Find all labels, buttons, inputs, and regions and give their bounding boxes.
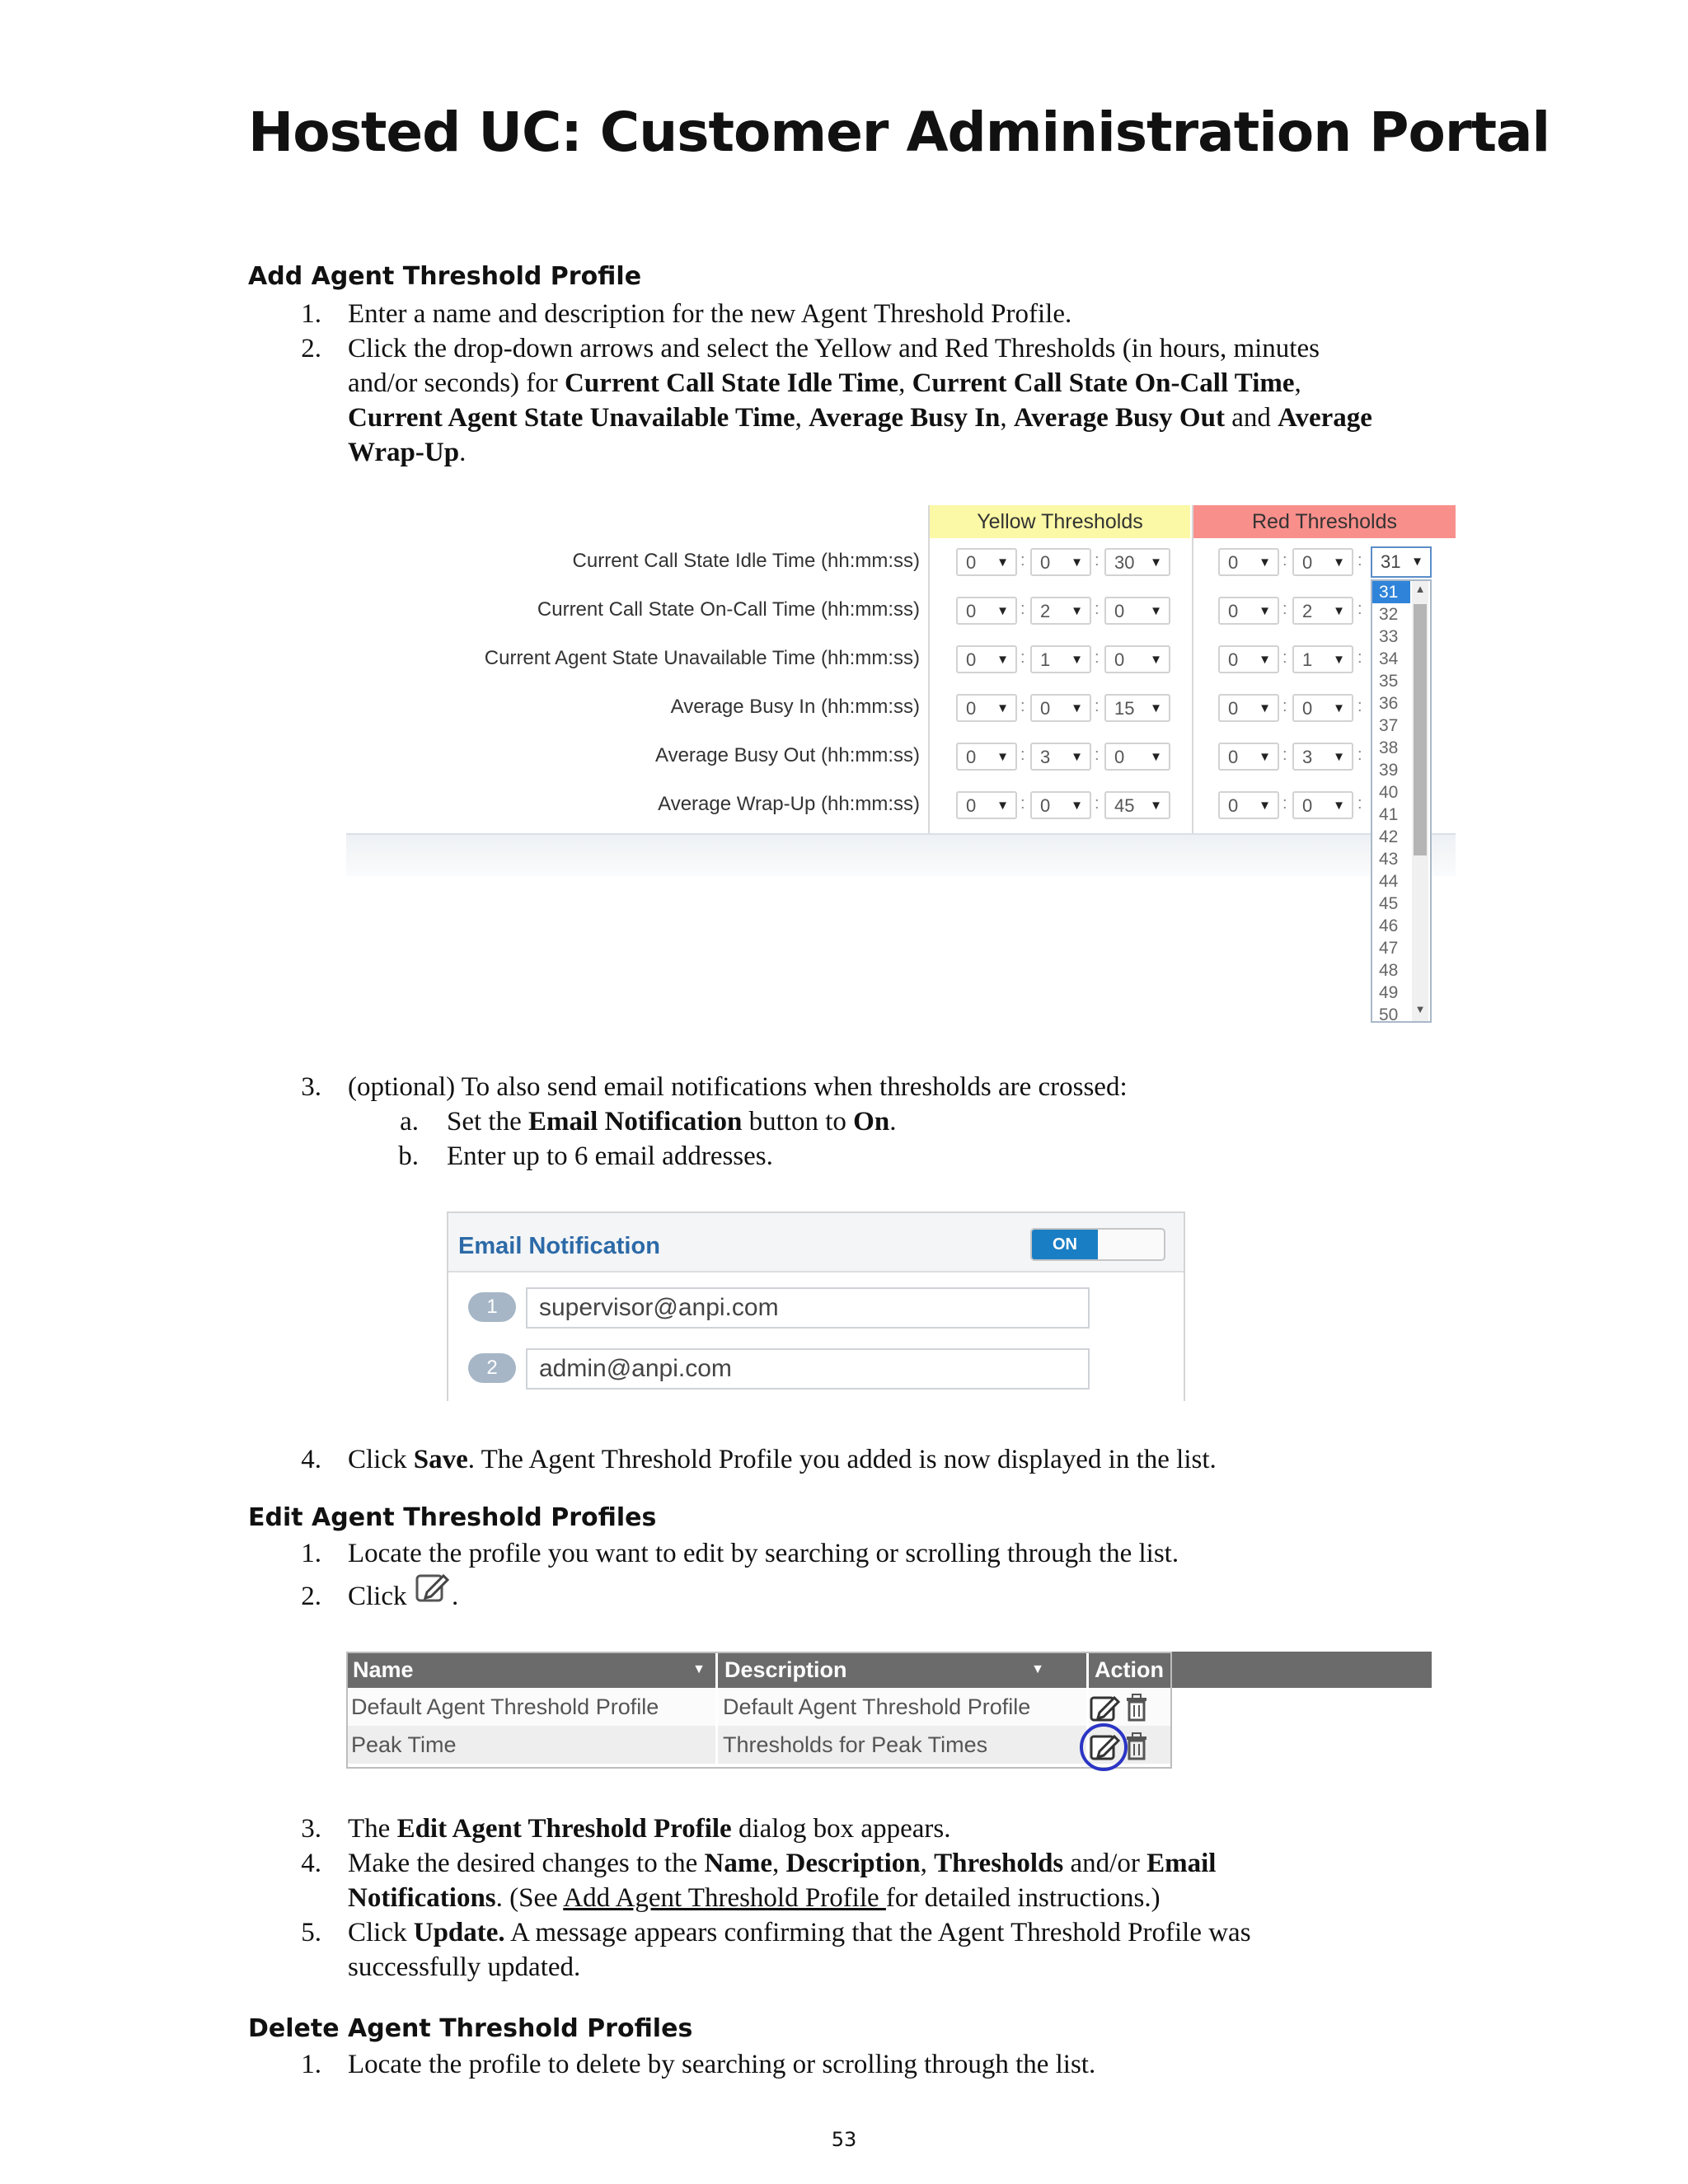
yellow-hours-select[interactable]: 0 ▼ <box>956 743 1017 771</box>
step-number: 1. <box>301 1539 321 1568</box>
dropdown-option[interactable]: 41 <box>1379 805 1399 824</box>
substep-text: Set the Email Notification button to On. <box>447 1107 897 1137</box>
red-thresholds-header: Red Thresholds <box>1193 505 1456 538</box>
step-text: The Edit Agent Threshold Profile dialog box appears. <box>348 1814 951 1844</box>
yellow-thresholds-header: Yellow Thresholds <box>930 505 1190 538</box>
dropdown-option[interactable]: 46 <box>1379 916 1399 935</box>
dropdown-option[interactable]: 42 <box>1379 827 1399 846</box>
row-label-wrap-up: Average Wrap-Up (hh:mm:ss) <box>658 793 920 815</box>
yellow-seconds-select[interactable]: 0 ▼ <box>1104 645 1170 673</box>
scrollbar-thumb[interactable] <box>1414 604 1427 855</box>
edit-steps-3-5 <box>0 1811 1688 1993</box>
step-text-continued: Notifications. (See Add Agent Threshold Profile for detailed instructions.) <box>348 1883 1160 1913</box>
yellow-minutes-select[interactable]: 3 ▼ <box>1030 743 1091 771</box>
yellow-seconds-select[interactable]: 15 ▼ <box>1104 694 1170 722</box>
edit-icon <box>415 1571 450 1613</box>
row-label-on-call-time: Current Call State On-Call Time (hh:mm:ss) <box>537 598 920 621</box>
toggle-on-label: ON <box>1032 1230 1098 1259</box>
step-text: Click the drop-down arrows and select the Yellow and Red Thresholds (in hours, minutes <box>348 334 1320 363</box>
column-header-name[interactable]: Name ▼ <box>346 1652 715 1688</box>
dropdown-option[interactable]: 36 <box>1379 694 1399 713</box>
step-text: Click <box>348 1582 407 1611</box>
step-text: Locate the profile to delete by searching or scrolling through the list. <box>348 2050 1096 2079</box>
yellow-minutes-select[interactable]: 1 ▼ <box>1030 645 1091 673</box>
profiles-table <box>346 1652 1170 1767</box>
dropdown-option[interactable]: 38 <box>1379 738 1399 757</box>
dropdown-option[interactable]: 50 <box>1379 1005 1399 1024</box>
red-hours-select[interactable]: 0 ▼ <box>1218 694 1279 722</box>
add-steps-1-2 <box>0 297 1688 470</box>
dropdown-option[interactable]: 35 <box>1379 672 1399 691</box>
table-border <box>346 1652 1172 1769</box>
yellow-hours-select[interactable]: 0 ▼ <box>956 791 1017 819</box>
email-index-badge: 2 <box>468 1353 516 1383</box>
yellow-minutes-select[interactable]: 0 ▼ <box>1030 548 1091 576</box>
red-minutes-select[interactable]: 1 ▼ <box>1292 645 1353 673</box>
step-text: . <box>452 1582 459 1611</box>
table-cell-description: Default Agent Threshold Profile <box>718 1688 1086 1726</box>
red-minutes-select[interactable]: 0 ▼ <box>1292 548 1353 576</box>
yellow-seconds-select[interactable]: 0 ▼ <box>1104 597 1170 625</box>
email-index-badge: 1 <box>468 1292 516 1322</box>
step-text-continued: Current Agent State Unavailable Time, Average Busy In, Average Busy Out and Average <box>348 403 1372 433</box>
row-label-busy-out: Average Busy Out (hh:mm:ss) <box>655 744 920 766</box>
yellow-seconds-select[interactable]: 45 ▼ <box>1104 791 1170 819</box>
red-minutes-select[interactable]: 0 ▼ <box>1292 791 1353 819</box>
step-text-continued: Wrap-Up. <box>348 438 467 467</box>
substep-letter: b. <box>398 1141 419 1171</box>
step-number: 4. <box>301 1849 321 1878</box>
column-header-description[interactable]: Description ▼ <box>718 1652 1432 1688</box>
dropdown-option[interactable]: 32 <box>1379 605 1399 624</box>
substep-text: Enter up to 6 email addresses. <box>447 1141 773 1171</box>
seconds-dropdown-list[interactable] <box>1371 579 1432 1023</box>
panel-header <box>448 1213 1184 1272</box>
delete-step-1 <box>0 2047 1688 2082</box>
dropdown-option[interactable]: 48 <box>1379 961 1399 980</box>
red-hours-select[interactable]: 0 ▼ <box>1218 743 1279 771</box>
step-text: (optional) To also send email notifications when thresholds are crossed: <box>348 1072 1128 1102</box>
yellow-minutes-select[interactable]: 0 ▼ <box>1030 694 1091 722</box>
yellow-hours-select[interactable]: 0 ▼ <box>956 694 1017 722</box>
red-hours-select[interactable]: 0 ▼ <box>1218 791 1279 819</box>
divider <box>928 505 930 833</box>
add-step-3 <box>0 1070 1688 1177</box>
red-seconds-select-open[interactable]: 31 ▼ <box>1371 546 1432 578</box>
divider <box>1192 505 1193 833</box>
yellow-hours-select[interactable]: 0 ▼ <box>956 645 1017 673</box>
dropdown-option[interactable]: 40 <box>1379 783 1399 802</box>
dropdown-option[interactable]: 31 <box>1372 581 1410 603</box>
section-heading-delete: Delete Agent Threshold Profiles <box>248 2014 693 2043</box>
step-number: 3. <box>301 1072 321 1102</box>
red-hours-select[interactable]: 0 ▼ <box>1218 597 1279 625</box>
yellow-seconds-select[interactable]: 0 ▼ <box>1104 743 1170 771</box>
table-cell-description: Thresholds for Peak Times <box>718 1726 1086 1764</box>
highlight-circle <box>1077 1721 1130 1778</box>
substep-letter: a. <box>400 1107 419 1137</box>
step-number: 4. <box>301 1445 321 1474</box>
column-header-action: Action <box>1088 1652 1170 1688</box>
step-number: 2. <box>301 334 321 363</box>
page-title: Hosted UC: Customer Administration Portal <box>248 101 1550 164</box>
page-number: 53 <box>831 2128 857 2151</box>
step-text-continued: successfully updated. <box>348 1952 581 1982</box>
section-heading-edit: Edit Agent Threshold Profiles <box>248 1503 657 1532</box>
step-text: Enter a name and description for the new Agent Threshold Profile. <box>348 299 1072 329</box>
dropdown-option[interactable]: 33 <box>1379 627 1399 646</box>
row-label-busy-in: Average Busy In (hh:mm:ss) <box>670 696 920 718</box>
step-number: 2. <box>301 1582 321 1611</box>
yellow-hours-select[interactable]: 0 ▼ <box>956 597 1017 625</box>
dropdown-option[interactable]: 39 <box>1379 761 1399 780</box>
red-hours-select[interactable]: 0 ▼ <box>1218 645 1279 673</box>
email-notification-panel <box>445 1212 1187 1401</box>
step-text: Make the desired changes to the Name, Description, Thresholds and/or Email <box>348 1849 1217 1878</box>
red-minutes-select[interactable]: 3 ▼ <box>1292 743 1353 771</box>
email-field-1[interactable]: supervisor@anpi.com <box>526 1287 1090 1329</box>
step-text-continued: and/or seconds) for Current Call State Idle Time, Current Call State On-Call Time, <box>348 368 1301 398</box>
step-text: Click Update. A message appears confirming that the Agent Threshold Profile was <box>348 1918 1251 1947</box>
red-minutes-select[interactable]: 2 ▼ <box>1292 597 1353 625</box>
add-step-4 <box>0 1442 1688 1477</box>
add-profile-link[interactable]: Add Agent Threshold Profile <box>563 1883 886 1913</box>
row-label-unavailable-time: Current Agent State Unavailable Time (hh:mm:ss) <box>484 647 920 669</box>
yellow-minutes-select[interactable]: 2 ▼ <box>1030 597 1091 625</box>
step-text: Locate the profile you want to edit by searching or scrolling through the list. <box>348 1539 1179 1568</box>
dropdown-option[interactable]: 37 <box>1379 716 1399 735</box>
dropdown-option[interactable]: 49 <box>1379 983 1399 1002</box>
edit-steps-1-2 <box>0 1536 1688 1619</box>
row-label-idle-time: Current Call State Idle Time (hh:mm:ss) <box>572 550 920 572</box>
panel-footer-shadow <box>346 835 1456 876</box>
dropdown-option[interactable]: 43 <box>1379 850 1399 869</box>
section-heading-add: Add Agent Threshold Profile <box>248 262 642 291</box>
dropdown-option[interactable]: 47 <box>1379 939 1399 958</box>
red-hours-select[interactable]: 0 ▼ <box>1218 548 1279 576</box>
email-notification-title: Email Notification <box>458 1233 660 1259</box>
scroll-up-icon[interactable]: ▲ <box>1414 583 1426 595</box>
dropdown-option[interactable]: 44 <box>1379 872 1399 891</box>
dropdown-option[interactable]: 45 <box>1379 894 1399 913</box>
thresholds-panel: Yellow Thresholds Red Thresholds Current Call State Idle Time (hh:mm:ss) 0 ▼ : 0 ▼ : 30 ▼ 0 ▼ : 0 ▼ : Current Call State On-Call Time (hh:mm:ss) 0 ▼ : 2 ▼ : 0 ▼ 0 ▼ : 2 ▼ : Current Agent State Unavailable Time (hh:mm:ss) 0 ▼ : 1 ▼ : 0 ▼ 0 ▼ : 1 ▼ : Average Busy In (hh:mm:ss) 0 ▼ : 0 ▼ : 15 ▼ 0 ▼ : 0 ▼ : Average Busy Out (hh:mm:ss) 0 ▼ : 3 ▼ : 0 ▼ 0 ▼ : 3 ▼ : Average Wrap-Up (hh:mm:ss) 0 ▼ : 0 ▼ : 45 ▼ 0 ▼ : 0 ▼ : 31 ▼ ▲ ▼ 31 32 33 34 35 36 37 38 39 40 41 42 43 44 45 46 47 48 49 50 <box>346 505 1456 1033</box>
yellow-hours-select[interactable]: 0 ▼ <box>956 548 1017 576</box>
scroll-down-icon[interactable]: ▼ <box>1414 1003 1426 1015</box>
step-number: 3. <box>301 1814 321 1844</box>
step-number: 1. <box>301 2050 321 2079</box>
email-notification-toggle[interactable] <box>1030 1228 1165 1261</box>
yellow-minutes-select[interactable]: 0 ▼ <box>1030 791 1091 819</box>
table-cell-name: Peak Time <box>346 1726 715 1764</box>
step-text: Click Save. The Agent Threshold Profile you added is now displayed in the list. <box>348 1445 1217 1474</box>
email-field-2[interactable]: admin@anpi.com <box>526 1348 1090 1390</box>
red-minutes-select[interactable]: 0 ▼ <box>1292 694 1353 722</box>
yellow-seconds-select[interactable]: 30 ▼ <box>1104 548 1170 576</box>
step-number: 1. <box>301 299 321 329</box>
table-cell-name: Default Agent Threshold Profile <box>346 1688 715 1726</box>
dropdown-option[interactable]: 34 <box>1379 649 1399 668</box>
step-number: 5. <box>301 1918 321 1947</box>
